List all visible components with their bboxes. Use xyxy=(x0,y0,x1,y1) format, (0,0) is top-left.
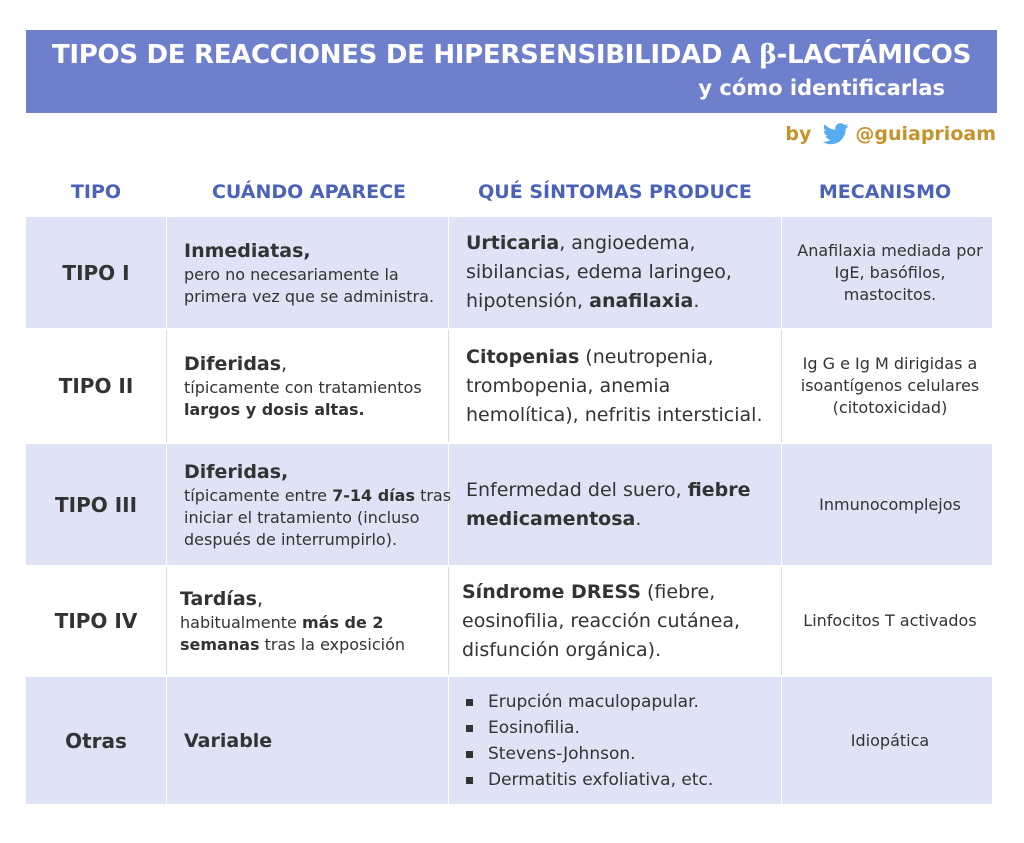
table-row-tipo-1 xyxy=(26,217,992,328)
row-type-label: TIPO II xyxy=(58,374,134,398)
list-item: Erupción maculopapular. xyxy=(462,689,782,715)
column-header-cuando: CUÁNDO APARECE xyxy=(211,181,407,203)
list-item: Stevens-Johnson. xyxy=(462,741,782,767)
row-mechanism: Ig G e Ig M dirigidas a isoantígenos celulares (citotoxicidad) xyxy=(800,354,980,417)
page-title: TIPOS DE REACCIONES DE HIPERSENSIBILIDAD A β-LACTÁMICOS xyxy=(51,40,972,70)
row-symptoms: Síndrome DRESS (fiebre, eosinofilia, reacción cutánea, disfunción orgánica). xyxy=(462,580,741,661)
list-item: Eosinofilia. xyxy=(462,715,782,741)
row-mechanism: Anafilaxia mediada por IgE, basófilos, mastocitos. xyxy=(797,240,983,304)
row-mechanism: Linfocitos T activados xyxy=(803,611,977,630)
byline xyxy=(785,121,996,147)
row-symptoms xyxy=(462,677,782,804)
byline-by: by xyxy=(785,123,812,145)
twitter-handle[interactable]: @guiaprioam xyxy=(855,123,996,145)
table-row-tipo-4 xyxy=(26,567,992,675)
twitter-bird-icon xyxy=(823,123,849,145)
row-type-label: TIPO I xyxy=(62,260,130,285)
beta-symbol: β xyxy=(759,40,777,70)
table-row-tipo-2 xyxy=(26,330,992,442)
column-header-tipo: TIPO xyxy=(70,181,122,203)
page-subtitle: y cómo identificarlas xyxy=(698,76,945,100)
title-banner xyxy=(26,30,997,113)
column-header-sintomas: QUÉ SÍNTOMAS PRODUCE xyxy=(478,181,752,203)
row-symptoms: Citopenias (neutropenia, trombopenia, anemia hemolítica), nefritis intersticial. xyxy=(466,345,763,426)
column-header-mecanismo: MECANISMO xyxy=(818,181,952,203)
row-type-label: TIPO III xyxy=(54,492,138,517)
row-onset: Inmediatas, pero no necesariamente la primera vez que se administra. xyxy=(184,239,435,306)
table-row-tipo-3 xyxy=(26,444,992,565)
row-onset: Tardías, habitualmente más de 2 semanas tras la exposición xyxy=(180,588,405,654)
row-symptoms: Urticaria, angioedema, sibilancias, edema laringeo, hipotensión, anafilaxia. xyxy=(466,232,732,312)
row-onset: Diferidas, típicamente entre 7-14 días tras iniciar el tratamiento (incluso después de interrumpirlo). xyxy=(184,460,452,549)
row-mechanism: Inmunocomplejos xyxy=(819,494,961,514)
row-type-label: TIPO IV xyxy=(54,609,138,633)
row-onset: Variable xyxy=(184,729,273,752)
symptom-bullet-list xyxy=(462,689,782,793)
row-type-label: Otras xyxy=(65,728,127,753)
row-mechanism: Idiopática xyxy=(850,730,930,750)
row-onset: Diferidas, típicamente con tratamientos largos y dosis altas. xyxy=(184,353,422,419)
row-symptoms: Enfermedad del suero, fiebre medicamentosa. xyxy=(466,478,751,530)
list-item: Dermatitis exfoliativa, etc. xyxy=(462,767,782,793)
table-row-otras xyxy=(26,677,992,804)
